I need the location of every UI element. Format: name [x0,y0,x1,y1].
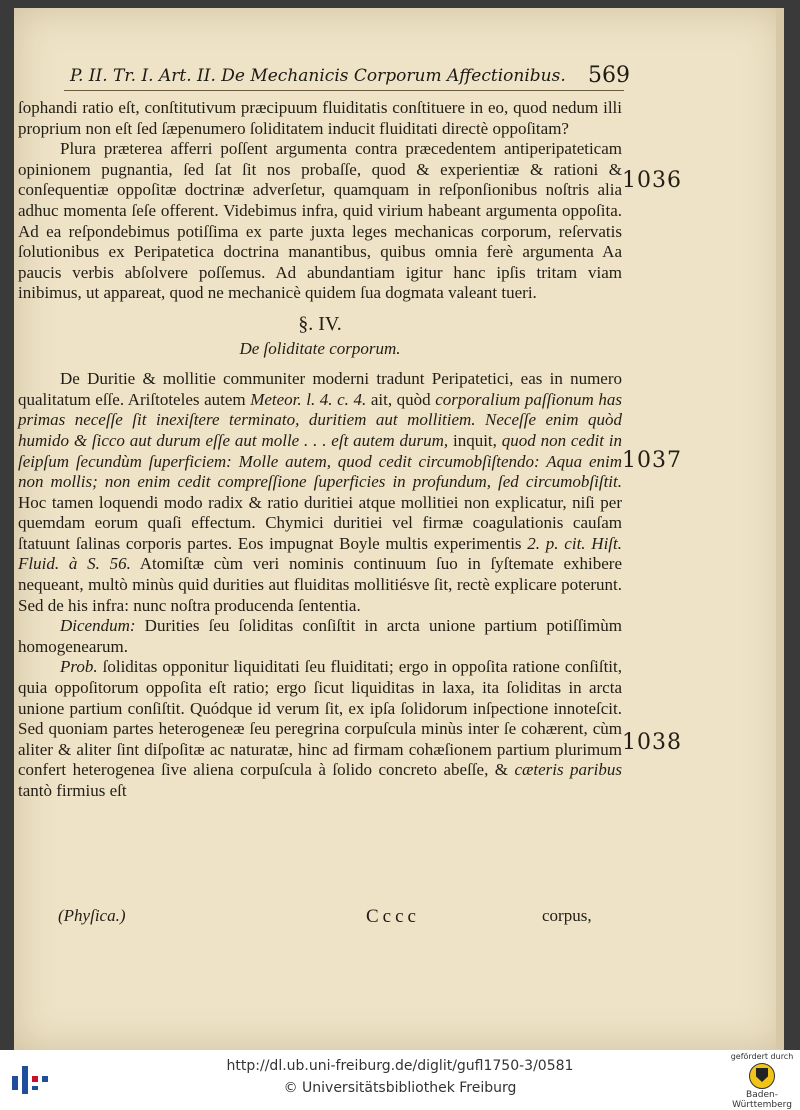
paragraph-2: Plura præterea afferri poſſent argumenta contra præcedentem antiperipateticam opinionem pugnantia, ſed ſat ſit nos probaſſe, quod & experientiæ & rationi & conſequentiæ oppoſitæ doctrinæ adverſetur, quamquam in reſponſionibus noſtris alia adhuc momenta ſeſe offerent. Videbimus infra, quid virium habeant argumenta oppoſita. Ad ea reſpondebimus potiſſima ex parte juxta leges mechanicas corporum, reſervatis ſolutionibus ex Peripatetica doctrina manantibus, quibus omnia ferè argumenta Aa paucis verbis abſolvere poſſemus. Ad abundantiam igitur hanc ipſis tritam viam inibimus, ut appareat, quod ne mechanicè quidem ſua dogmata valeant tueri. [18,139,622,303]
book-page [14,8,784,1050]
catchword: corpus, [542,906,592,925]
quotation: quod non cedit in ſeipſum ſecundùm ſuperficiem: Molle autem, quod cedit circumobſiſtendo: Aqua enim non mollis; non enim cedit compreſſione ſuperficies in profundum, ſed circumobſiſtit. [18,430,623,492]
dicendum-label: Dicendum: [60,616,136,636]
header-rule [64,90,624,91]
paragraph-1: ſophandi ratio eſt, conſtitutivum præcipuum fluiditatis conſtituere in eo, quod nedum illi proprium non eſt ſed ſæpenumero ſoliditatem inducit fluiditati directè oppoſitam? [18,98,622,138]
prob-label: Prob. [60,657,98,677]
prob-text: ſoliditas opponitur liquiditati ſeu fluiditati; ergo in oppoſita ratione conſiſtit, quia oppoſitorum oppoſita eſt ratio; ergo ſicut liquiditas in laxa, ita ſoliditas in arcta unione partium conſiſtit. Quódque id verum ſit, ex ipſa ſolidorum inſpectione innoteſcit. Sed quoniam partes heterogeneæ ſeu peregrina corpuſcula minùs inter ſe cohærent, cùm aliter & aliter ſint diſpoſitæ ac naturatæ, hinc ad firmam cohæſionem partium plurimum confert heterogenea ſive aliena corpuſcula à ſolido concreto abeſſe, & [18,657,622,780]
document-url-link[interactable]: http://dl.ub.uni-freiburg.de/diglit/gufl1750-3/0581 [226,1058,574,1074]
prob-end: tantò firmius eſt [18,781,127,800]
prob-italic: cæteris paribus [514,760,623,780]
paragraph-prob [18,657,622,801]
coat-of-arms-icon [749,1063,775,1089]
paragraph-dicendum [18,616,622,657]
text-span: De Duritie & mollitie communiter moderni tradunt Peripatetici, eas in numero qualitatum eſſe. Ariſtoteles autem [18,369,622,409]
signature-mark: Cccc [366,906,420,927]
text-span: Hoc tamen loquendi modo radix & ratio duritiei atque mollitiei non explicatur, niſi per quemdam eorum quaſi effectum. Chymici duritiei vel firmæ coagulationis cauſam ſtatuunt ſalinas corporis partes. Eos impugnat Boyle multis experimentis [18,492,622,553]
main-text [18,98,622,802]
bottom-bar [0,1050,800,1110]
quotation: corporalium paſſionum has primas neceſſe ſit inexiſtere terminato, duritiem aut mollitiem. Neceſſe enim quòd humido & ſicco aut durum eſſe aut molle . . . eſt autem durum, [18,389,622,450]
running-title: P. II. Tr. I. Art. II. De Mechanicis Corporum Affectionibus. [70,66,566,86]
dicendum-text: Durities ſeu ſoliditas conſiſtit in arcta unione partium potiſſimùm homogenearum. [18,616,622,656]
paragraph-3 [18,369,622,616]
text-span: inquit, [448,430,502,450]
footer-section-label: (Phyſica.) [58,906,126,925]
text-span: ait, quòd [366,389,436,409]
sponsor-name: Baden-Württemberg [732,1090,792,1110]
margin-number-1037: 1037 [622,448,682,473]
margin-number-1038: 1038 [622,730,682,755]
citation: 2. p. cit. Hiſt. Fluid. à S. 56. [18,533,622,574]
margin-number-1036: 1036 [622,168,682,193]
section-heading: §. IV. [298,312,342,335]
page-edge [776,8,784,1050]
text-span: Atomiſtæ cùm veri nominis continuum ſuo in ſyſtemate exhibere nequeant, multò minùs quid durities aut fluiditas mollitiésve ſit, rectè explicare poterunt. Sed de his infra: nunc noſtra producenda ſententia. [18,554,622,615]
section-title: De ſoliditate corporum. [239,338,401,358]
copyright-notice: © Universitätsbibliothek Freiburg [283,1080,517,1096]
sponsor-text: gefördert durch [730,1052,794,1061]
citation: Meteor. l. 4. c. 4. [250,389,367,409]
sponsor-badge [730,1052,794,1110]
page-number: 569 [588,63,630,88]
